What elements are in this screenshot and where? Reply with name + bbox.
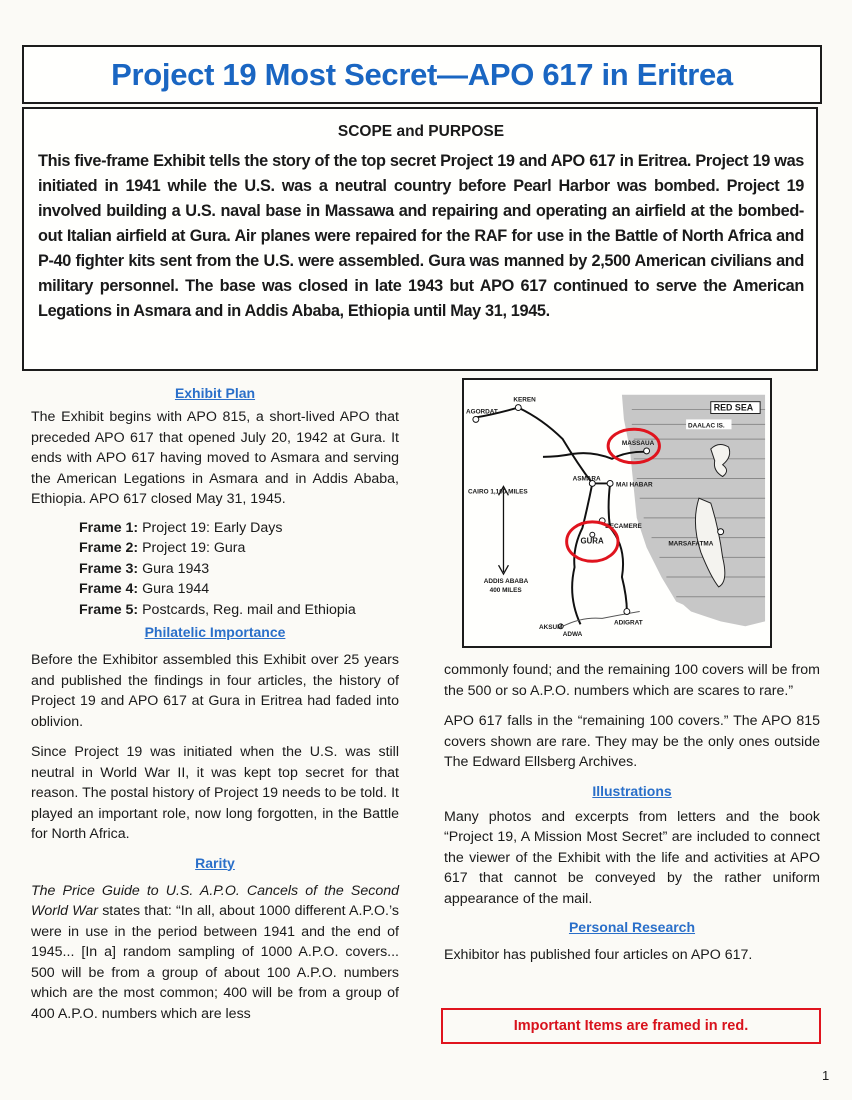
eritrea-map: [462, 378, 772, 648]
personal-research-text: Exhibitor has published four articles on APO 617.: [444, 947, 753, 963]
price-guide-title: The Price Guide to U.S. A.P.O. Cancels of the Second World War: [31, 882, 399, 919]
important-items-text: Important Items are framed in red.: [513, 1018, 749, 1034]
addis-ababa-label: ADDIS ABABA: [483, 577, 529, 585]
addis-distance-label: 400 MILES: [489, 586, 522, 594]
right-column: [444, 660, 820, 976]
scope-heading: SCOPE and PURPOSE: [337, 123, 505, 140]
frame-label: Frame 3:: [79, 560, 139, 577]
asmara-label: ASMARA: [572, 475, 601, 483]
frame-item: [79, 579, 399, 600]
daalac-label: DAALAC IS.: [688, 422, 725, 430]
frame-text: Project 19: Early Days: [142, 519, 283, 536]
cairo-label: CAIRO 1,100 MILES: [467, 488, 528, 496]
massaua-label: MASSAUA: [621, 440, 655, 448]
exhibit-plan-heading[interactable]: Exhibit Plan: [174, 385, 256, 401]
rarity-text: [31, 881, 399, 1025]
rarity-followup: APO 617 falls in the “remaining 100 covers.” The APO 815 covers shown are rare. They may be the only ones outside The Edward Ellsberg Archives.: [444, 713, 820, 770]
title-box: [22, 45, 822, 104]
aksum-label: AKSUM: [539, 624, 563, 632]
gura-label: GURA: [580, 536, 604, 546]
frame-text: Gura 1943: [142, 560, 210, 577]
illustrations-text: Many photos and excerpts from letters and the book “Project 19, A Mission Most Secret” are included to connect the viewer of the Exhibit with the life and activities at APO 617 that cannot be conveyed by the rather uniform appearance of the mail.: [444, 808, 820, 907]
personal-research-heading[interactable]: Personal Research: [568, 919, 696, 935]
keren-label: KEREN: [513, 396, 536, 404]
red-sea-label: RED SEA: [713, 402, 754, 413]
frame-label: Frame 5:: [79, 601, 139, 618]
frame-text: Postcards, Reg. mail and Ethiopia: [142, 601, 356, 618]
rarity-quote-continued: commonly found; and the remaining 100 covers will be from the 500 or so A.P.O. numbers which are scares to rare.”: [444, 662, 820, 699]
frame-label: Frame 4:: [79, 581, 139, 597]
left-column: [31, 385, 399, 1034]
philatelic-paragraph: Since Project 19 was initiated when the U.S. was still neutral in World War II, it was kept top secret for that reason. The postal history of Project 19 needs to be told. It played an important role, now long forgotten, in the Battle for North Africa.: [31, 744, 399, 842]
important-items-note: [441, 1008, 821, 1044]
frame-label: Frame 2:: [79, 540, 139, 556]
map-drawing: [464, 380, 770, 646]
frame-text: Project 19: Gura: [142, 540, 246, 556]
page-title: Project 19 Most Secret—APO 617 in Eritrea: [111, 56, 733, 92]
adigrat-label: ADIGRAT: [614, 619, 643, 627]
agordat-label: AGORDAT: [465, 408, 498, 416]
rarity-heading[interactable]: Rarity: [195, 854, 235, 871]
frame-item: [79, 538, 399, 559]
exhibit-plan-text: The Exhibit begins with APO 815, a short-lived APO that preceded APO 617 that opened July 20, 1942 at Gura. It ends with APO 617 having moved to Asmara and serving the American Legations in Asmara and in Addis Ababa, Ethiopia. APO 617 closed May 31, 1945.: [31, 409, 399, 507]
rarity-quote: states that: “In all, about 1000 different A.P.O.’s were in use in the period between 1941 and the end of 1945... [In a] random sampling of 1000 A.P.O. covers... 500 will be from a group of about 100 A.P.O. numbers which are the most common; 400 will be from a group of 400 A.P.O. numbers which are less: [31, 903, 399, 1022]
philatelic-importance-heading[interactable]: Philatelic Importance: [144, 624, 286, 640]
decamere-label: DECAMERE: [605, 522, 642, 530]
frame-item: [79, 559, 399, 580]
frame-list: [79, 518, 399, 621]
frame-text: Gura 1944: [142, 581, 210, 597]
marsafatma-label: MARSAFATMA: [668, 540, 714, 548]
scope-text: This five-frame Exhibit tells the story of the top secret Project 19 and APO 617 in Eritrea. Project 19 was initiated in 1941 while the U.S. was a neutral country before Pearl Harbor was bombed. Project 19 involved building a U.S. naval base in Massawa and repairing and operating an airfield at the bombed-out Italian airfield at Gura. Air planes were repaired for the RAF for use in the Battle of North Africa and P-40 fighter kits sent from the U.S. were assembled. Gura was manned by 2,500 American civilians and military personnel. The base was closed in late 1943 but APO 617 continued to serve the American Legations in Asmara and in Addis Ababa, Ethiopia until May 31, 1945.: [38, 152, 804, 320]
frame-label: Frame 1:: [79, 519, 139, 536]
frame-item: [79, 518, 399, 539]
adwa-label: ADWA: [562, 631, 583, 639]
scope-and-purpose-box: [22, 107, 818, 371]
philatelic-paragraph: Before the Exhibitor assembled this Exhibit over 25 years and published the findings in four articles, the history of Project 19 and APO 617 at Gura in Eritrea had faded into oblivion.: [31, 652, 399, 730]
frame-item: [79, 600, 399, 621]
mai-habar-label: MAI HABAR: [616, 481, 653, 489]
distance-arrow: [499, 486, 509, 574]
illustrations-heading[interactable]: Illustrations: [592, 782, 672, 799]
page-number: 1: [822, 1068, 830, 1083]
